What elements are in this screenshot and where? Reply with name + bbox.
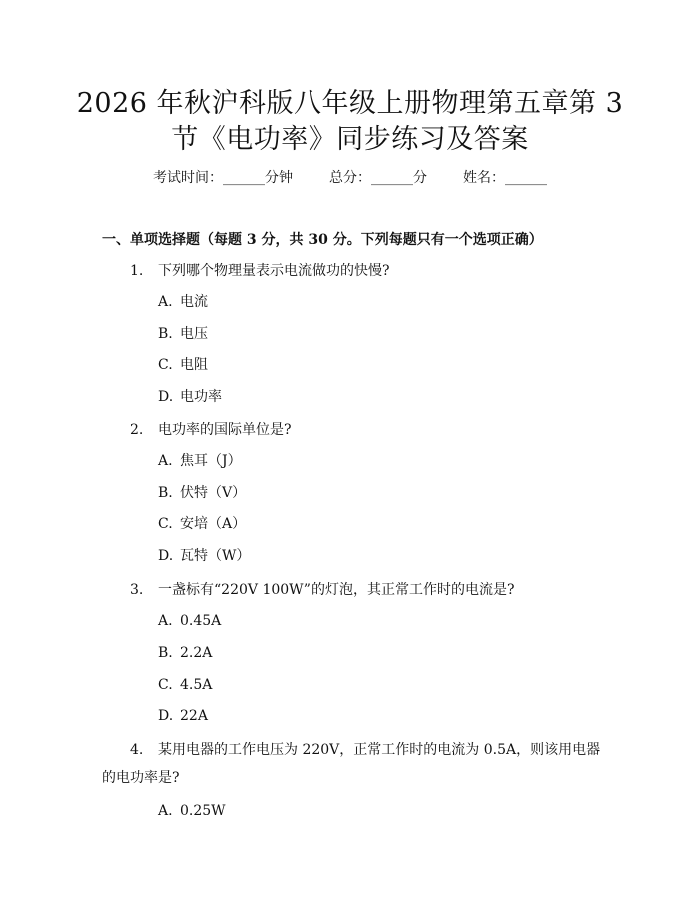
option-letter: A.: [158, 453, 173, 469]
question-2-option-c: [158, 514, 246, 534]
option-letter: D.: [158, 389, 174, 405]
option-text: 4.5A: [180, 677, 213, 693]
option-text: 瓦特（W）: [180, 548, 251, 564]
option-letter: B.: [158, 485, 173, 501]
option-letter: A.: [158, 803, 173, 819]
question-1-option-a: [158, 292, 208, 312]
question-1-option-c: [158, 355, 208, 375]
option-letter: A.: [158, 613, 173, 629]
document-title-line-2: 节《电功率》同步练习及答案: [171, 124, 529, 155]
question-text: 一盏标有“220V 100W”的灯泡，其正常工作时的电流是?: [158, 582, 515, 598]
question-2-option-a: [158, 451, 242, 471]
option-text: 焦耳（J）: [180, 453, 242, 469]
option-text: 电压: [180, 326, 208, 342]
question-2-option-d: [158, 546, 250, 566]
option-letter: A.: [158, 294, 173, 310]
question-4: [102, 736, 602, 792]
question-text: 电功率的国际单位是?: [158, 422, 292, 438]
exam-time: 考试时间：______分钟: [153, 170, 293, 186]
question-text: 下列哪个物理量表示电流做功的快慢?: [158, 263, 390, 279]
option-text: 2.2A: [180, 645, 213, 661]
question-2: [130, 420, 292, 440]
option-text: 电功率: [180, 389, 222, 405]
option-letter: B.: [158, 326, 173, 342]
option-letter: C.: [158, 357, 173, 373]
question-number: 3.: [130, 582, 144, 598]
question-3: [130, 580, 514, 600]
option-text: 伏特（V）: [180, 485, 247, 501]
question-number: 4.: [130, 742, 144, 758]
question-1-option-b: [158, 324, 208, 344]
question-4-option-a: [158, 801, 226, 821]
document-title-line-1: 2026 年秋沪科版八年级上册物理第五章第 3: [76, 88, 624, 119]
option-letter: C.: [158, 677, 173, 693]
question-1-option-d: [158, 387, 222, 407]
total-score: 总分：______分: [329, 170, 427, 186]
option-letter: B.: [158, 645, 173, 661]
option-text: 电流: [180, 294, 208, 310]
option-letter: D.: [158, 548, 174, 564]
question-3-option-a: [158, 611, 221, 631]
option-text: 22A: [180, 708, 208, 724]
question-3-option-b: [158, 643, 212, 663]
question-text: 某用电器的工作电压为 220V，正常工作时的电流为 0.5A，则该用电器的电功率是?: [102, 742, 601, 786]
question-3-option-d: [158, 706, 208, 726]
option-letter: C.: [158, 516, 173, 532]
section-heading: 一、单项选择题（每题 3 分，共 30 分。下列每题只有一个选项正确）: [102, 232, 543, 248]
student-name: 姓名：______: [463, 170, 547, 186]
option-text: 0.25W: [180, 803, 226, 819]
option-letter: D.: [158, 708, 174, 724]
question-number: 2.: [130, 422, 144, 438]
option-text: 电阻: [180, 357, 208, 373]
exam-info: [0, 168, 700, 188]
question-2-option-b: [158, 483, 246, 503]
question-3-option-c: [158, 675, 212, 695]
option-text: 0.45A: [180, 613, 222, 629]
question-1: [130, 261, 390, 281]
option-text: 安培（A）: [180, 516, 247, 532]
question-number: 1.: [130, 263, 144, 279]
